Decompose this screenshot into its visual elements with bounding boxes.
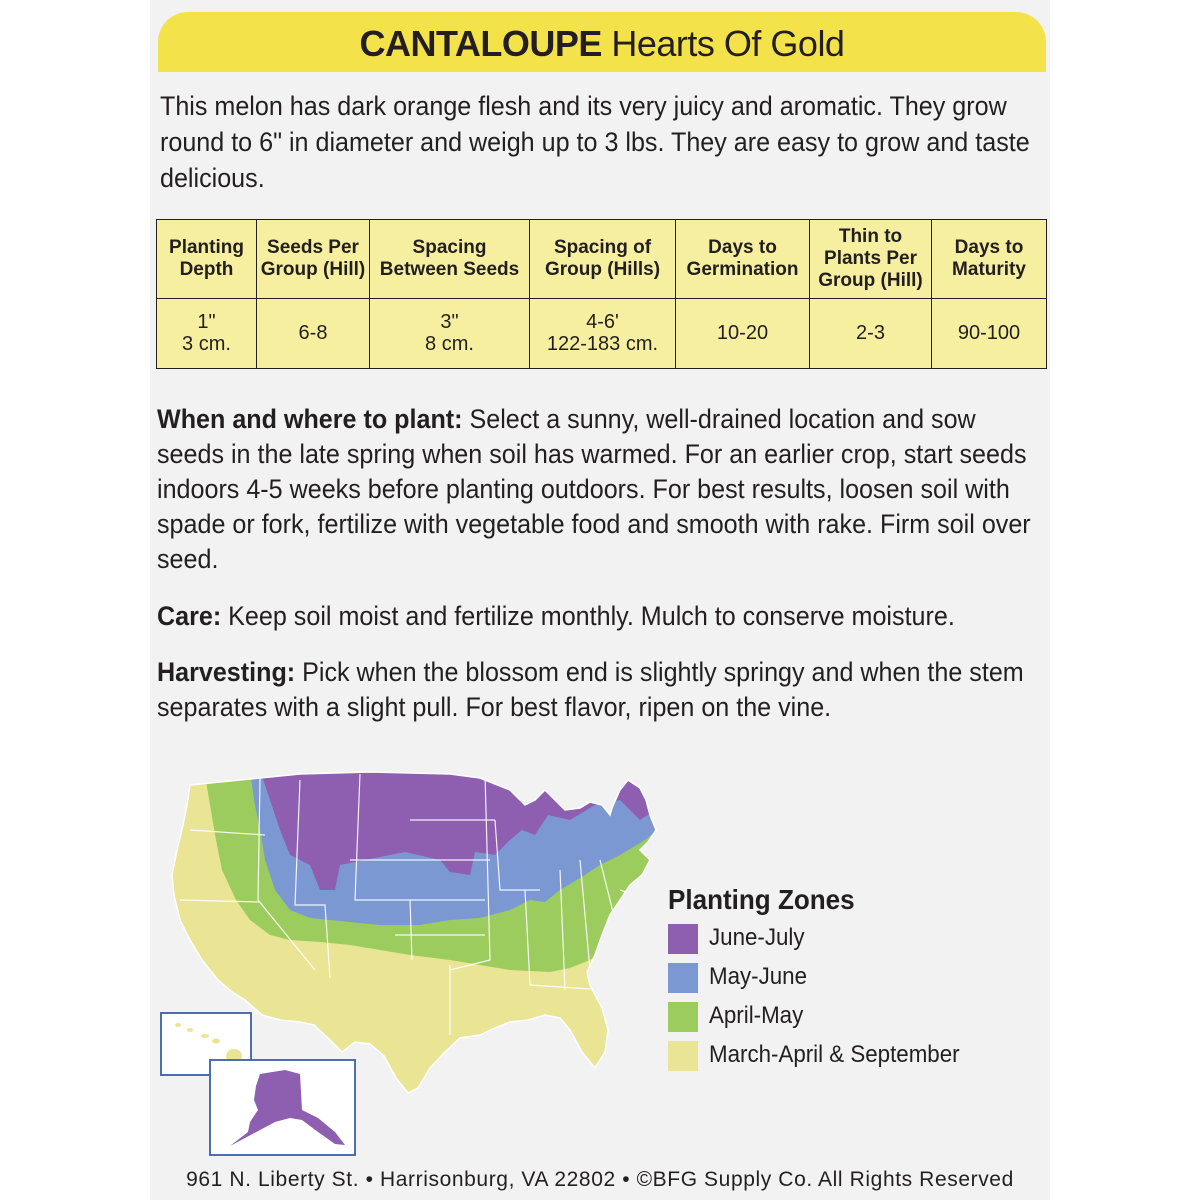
care-label: Care: <box>157 601 222 631</box>
legend-label: June-July <box>709 924 805 951</box>
table-value-row <box>157 298 1047 368</box>
legend-label: May-June <box>709 963 807 990</box>
care-section <box>157 599 1037 634</box>
legend-item <box>668 1037 1028 1076</box>
header-spacing-between-seeds: Spacing Between Seeds <box>370 220 530 299</box>
value-spacing-of-group <box>530 298 676 368</box>
header-days-to-maturity: Days to Maturity <box>932 220 1047 299</box>
when-where-text: Select a sunny, well-drained location and sow seeds in the late spring when soil has warmed. For an earlier crop, start seeds indoors 4-5 weeks before planting outdoors. For best results, loosen soil with spade or fork, fertilize with vegetable food and smooth with rake. Firm soil over seed. <box>157 404 1031 574</box>
header-thin-to-plants: Thin to Plants Per Group (Hill) <box>810 220 932 299</box>
legend-title: Planting Zones <box>668 884 855 915</box>
seed-packet-back <box>150 0 1050 1200</box>
legend-swatch <box>668 924 698 954</box>
legend-swatch <box>668 963 698 993</box>
value-thin-to-plants: 2-3 <box>810 298 932 368</box>
intro-description: This melon has dark orange flesh and its very juicy and aromatic. They grow round to 6" in diameter and weigh up to 3 lbs. They are easy to grow and taste delicious. <box>160 91 1030 193</box>
header-planting-depth: Planting Depth <box>157 220 257 299</box>
legend-swatch <box>668 1002 698 1032</box>
legend-label: March-April & September <box>709 1041 960 1068</box>
value-days-to-germination: 10-20 <box>676 298 810 368</box>
when-where-label: When and where to plant: <box>157 404 463 434</box>
legend-item <box>668 920 1028 959</box>
planting-zones-legend <box>668 880 1028 1076</box>
legend-item <box>668 959 1028 998</box>
when-where-section <box>157 402 1037 577</box>
title-crop: CANTALOUPE <box>359 23 602 64</box>
value-line: 122-183 cm. <box>546 333 659 356</box>
harvesting-text: Pick when the blossom end is slightly springy and when the stem separates with a slight pull. For best flavor, ripen on the vine. <box>157 657 1024 722</box>
value-line: 1" <box>197 311 216 334</box>
header-seeds-per-group: Seeds Per Group (Hill) <box>257 220 370 299</box>
value-planting-depth <box>157 298 257 368</box>
harvesting-section <box>157 655 1037 725</box>
value-days-to-maturity: 90-100 <box>932 298 1047 368</box>
value-spacing-between-seeds <box>370 298 530 368</box>
footer-address: 961 N. Liberty St. • Harrisonburg, VA 22802 • ©BFG Supply Co. All Rights Reserved <box>186 1168 1014 1191</box>
legend-swatch <box>668 1041 698 1071</box>
header-spacing-of-group: Spacing of Group (Hills) <box>530 220 676 299</box>
legend-label: April-May <box>709 1002 804 1029</box>
title-variety: Hearts Of Gold <box>611 23 845 64</box>
table-header-row <box>157 220 1047 299</box>
header-days-to-germination: Days to Germination <box>676 220 810 299</box>
title-banner <box>158 12 1046 72</box>
value-line: 3 cm. <box>182 333 231 356</box>
value-line: 8 cm. <box>425 333 474 356</box>
value-seeds-per-group: 6-8 <box>257 298 370 368</box>
value-line: 4-6' <box>586 311 619 334</box>
value-line: 3" <box>440 311 459 334</box>
legend-item <box>668 998 1028 1037</box>
care-text: Keep soil moist and fertilize monthly. Mulch to conserve moisture. <box>221 601 955 631</box>
growing-info-table <box>156 219 1047 369</box>
harvesting-label: Harvesting: <box>157 657 296 687</box>
